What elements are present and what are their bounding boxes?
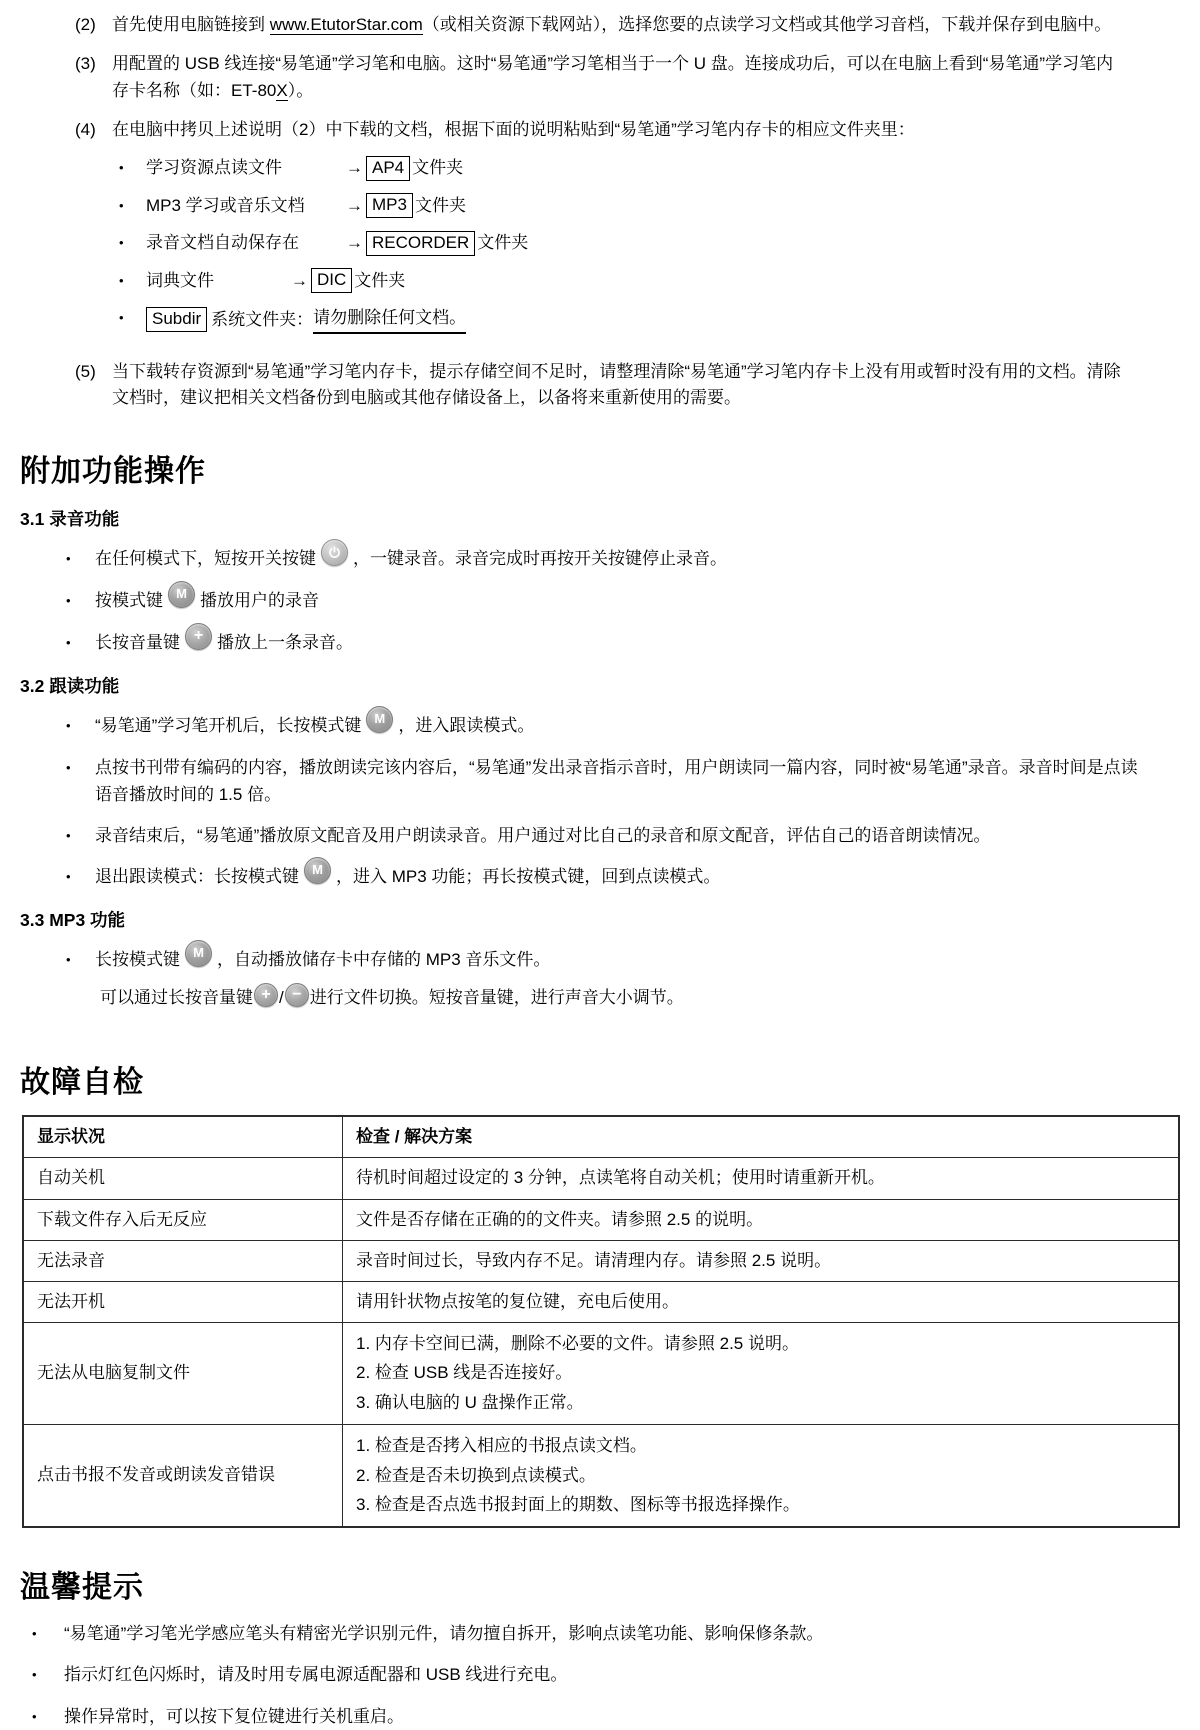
step-5 <box>75 359 1130 412</box>
folder-item-subdir <box>112 305 1130 334</box>
step-number: (4) <box>75 120 96 140</box>
section-heading-troubleshooting: 故障自检 <box>20 1066 144 1100</box>
list-item <box>0 587 1200 615</box>
bullet-text-pre: 长按音量键 <box>95 632 180 652</box>
symptom-cell: 点击书报不发音或朗读发音错误 <box>23 1424 343 1527</box>
solution-line: 2. 检查是否未切换到点读模式。 <box>356 1465 596 1485</box>
mp3-note <box>0 984 1200 1011</box>
solution-line: 1. 内存卡空间已满，删除不必要的文件。请参照 2.5 说明。 <box>356 1333 799 1353</box>
bullet-text-post: 播放上一条录音。 <box>217 632 353 652</box>
mode-button-icon: M <box>185 940 212 967</box>
table-row <box>23 1199 1179 1240</box>
bullet-icon: • <box>66 828 71 843</box>
bullet-text-pre: 退出跟读模式：长按模式键 <box>95 867 299 887</box>
folder-item-label: MP3 学习或音乐文档 <box>146 195 305 215</box>
symptom-cell: 无法录音 <box>23 1240 343 1281</box>
folder-suffix: 文件夹 <box>477 233 529 253</box>
folder-box-dic: DIC <box>311 268 352 293</box>
table-row <box>23 1424 1179 1527</box>
solution-cell: 待机时间超过设定的 3 分钟，点读笔将自动关机；使用时请重新开机。 <box>343 1158 1180 1199</box>
folder-item-label: 词典文件 <box>146 270 214 290</box>
volume-plus-button-icon: + <box>185 623 212 650</box>
solution-line: 3. 检查是否点选书报封面上的期数、图标等书报选择操作。 <box>356 1495 800 1515</box>
list-item <box>0 863 1200 891</box>
folder-item-ap4 <box>112 155 1130 181</box>
step-text <box>112 12 1130 38</box>
mode-button-icon: M <box>304 857 331 884</box>
bullet-icon: • <box>119 197 124 213</box>
step-text <box>112 117 1130 346</box>
folder-item-mp3 <box>112 193 1130 219</box>
tip-item <box>0 1621 1200 1647</box>
folder-box-subdir: Subdir <box>146 307 207 332</box>
solution-cell: 文件是否存储在正确的的文件夹。请参照 2.5 的说明。 <box>343 1199 1180 1240</box>
bullet-icon: • <box>119 272 124 288</box>
subsection-title-recording: 3.1 录音功能 <box>20 508 120 529</box>
tip-text: 操作异常时，可以按下复位键进行关机重启。 <box>64 1706 404 1726</box>
slash-separator: / <box>279 988 284 1008</box>
step-number: (5) <box>75 361 96 381</box>
volume-plus-button-icon: + <box>254 983 278 1007</box>
symptom-cell: 自动关机 <box>23 1158 343 1199</box>
arrow-right-icon: → <box>346 158 363 178</box>
list-item <box>0 629 1200 657</box>
step-number: (3) <box>75 54 96 74</box>
folder-item-label: 学习资源点读文件 <box>146 158 282 178</box>
bullet-icon: • <box>66 869 71 885</box>
underlined-x: X <box>276 80 288 100</box>
step-2 <box>75 12 1130 38</box>
mode-button-icon: M <box>366 706 393 733</box>
folder-box-mp3: MP3 <box>366 193 413 218</box>
bullet-text-post: ，自动播放储存卡中存储的 MP3 音乐文件。 <box>217 950 551 970</box>
tip-item <box>0 1704 1200 1730</box>
tip-text: “易笔通”学习笔光学感应笔头有精密光学识别元件，请勿擅自拆开，影响点读笔功能、影响保修条款。 <box>64 1624 824 1644</box>
mode-button-icon: M <box>168 581 195 608</box>
bullet-icon: • <box>66 759 71 775</box>
subsection-title-follow-read: 3.2 跟读功能 <box>20 675 120 696</box>
etutorstar-link[interactable]: www.EtutorStar.com <box>269 15 423 34</box>
solution-cell: 请用针状物点按笔的复位键，充电后使用。 <box>343 1281 1180 1322</box>
bullet-text-pre: 按模式键 <box>95 590 163 610</box>
folder-suffix: 文件夹 <box>354 270 406 290</box>
folder-box-ap4: AP4 <box>366 156 410 181</box>
arrow-right-icon: → <box>346 195 363 215</box>
list-item <box>0 754 1200 808</box>
table-row <box>23 1322 1179 1424</box>
section-heading-tips: 温馨提示 <box>20 1571 144 1605</box>
subsection-title-mp3: 3.3 MP3 功能 <box>20 910 126 931</box>
bullet-text-post: ，一键录音。录音完成时再按开关按键停止录音。 <box>353 548 727 568</box>
setup-steps <box>0 0 1200 412</box>
folder-item-dic <box>112 268 1130 294</box>
solution-cell: 录音时间过长，导致内存不足。请清理内存。请参照 2.5 说明。 <box>343 1240 1180 1281</box>
folder-item-label: 录音文档自动保存在 <box>146 233 299 253</box>
symptom-cell: 下载文件存入后无反应 <box>23 1199 343 1240</box>
folder-item-recorder <box>112 230 1130 256</box>
step-text-post: （或相关资源下载网站），选择您要的点读学习文档或其他学习音档，下载并保存到电脑中。 <box>422 15 1112 34</box>
bullet-text-pre: “易笔通”学习笔开机后，长按模式键 <box>95 715 362 735</box>
bullet-icon: • <box>66 634 71 650</box>
troubleshooting-table <box>22 1115 1180 1528</box>
bullet-text-pre: 在任何模式下，短按开关按键 <box>95 548 316 568</box>
step-3 <box>75 51 1130 104</box>
solution-line: 2. 检查 USB 线是否连接好。 <box>356 1363 573 1383</box>
bullet-text-pre: 长按模式键 <box>95 950 180 970</box>
table-row <box>23 1281 1179 1322</box>
step-text-main: 在电脑中拷贝上述说明（2）中下载的文档，根据下面的说明粘贴到“易笔通”学习笔内存卡的相应文件夹里： <box>112 120 915 140</box>
solution-cell <box>343 1322 1180 1424</box>
subdir-label: 系统文件夹： <box>211 309 314 329</box>
note-text-pre: 可以通过长按音量键 <box>100 988 253 1008</box>
symptom-cell: 无法从电脑复制文件 <box>23 1322 343 1424</box>
symptom-cell: 无法开机 <box>23 1281 343 1322</box>
subdir-warning: 请勿删除任何文档。 <box>313 305 466 334</box>
bullet-icon: • <box>32 1708 37 1724</box>
folder-suffix: 文件夹 <box>412 158 464 178</box>
solution-line: 3. 确认电脑的 U 盘操作正常。 <box>356 1393 584 1413</box>
tip-item <box>0 1662 1200 1688</box>
step-number: (2) <box>75 15 96 34</box>
step-4 <box>75 117 1130 346</box>
bullet-text-post: 播放用户的录音 <box>200 590 319 610</box>
section-heading-extra-functions: 附加功能操作 <box>20 454 206 488</box>
note-text-post: 进行文件切换。短按音量键，进行声音大小调节。 <box>309 988 684 1008</box>
step-text-pre: 首先使用电脑链接到 <box>112 15 270 34</box>
solution-line: 1. 检查是否拷入相应的书报点读文档。 <box>356 1435 647 1455</box>
bullet-text: 点按书刊带有编码的内容，播放朗读完该内容后，“易笔通”发出录音指示音时，用户朗读同一篇内容，同时被“易笔通”录音。录音时间是点读语音播放时间的 1.5 倍。 <box>95 757 1138 804</box>
bullet-icon: • <box>119 235 124 251</box>
step-text: 当下载转存资源到“易笔通”学习笔内存卡，提示存储空间不足时，请整理清除“易笔通”学习笔内存卡上没有用或暂时没有用的文档。清除文档时，建议把相关文档备份到电脑或其他存储设备上，以备将来重新使用的需要。 <box>112 361 1121 408</box>
table-header-solution: 检查 / 解决方案 <box>343 1116 1180 1158</box>
table-header-row <box>23 1116 1179 1158</box>
bullet-icon: • <box>32 1667 37 1683</box>
bullet-icon: • <box>66 952 71 968</box>
folder-suffix: 文件夹 <box>414 195 466 215</box>
solution-cell <box>343 1424 1180 1527</box>
bullet-icon: • <box>66 717 71 733</box>
bullet-icon: • <box>119 310 124 326</box>
table-header-symptom: 显示状况 <box>23 1116 343 1158</box>
step-text-pre: 用配置的 USB 线连接“易笔通”学习笔和电脑。这时“易笔通”学习笔相当于一个 U 盘。连接成功后，可以在电脑上看到“易笔通”学习笔内存卡名称（如：ET-80 <box>112 54 1114 100</box>
step-text <box>112 51 1130 104</box>
bullet-icon: • <box>66 550 71 566</box>
list-item <box>0 946 1200 974</box>
arrow-right-icon: → <box>291 270 308 290</box>
list-item <box>0 822 1200 849</box>
bullet-text-post: ，进入 MP3 功能；再长按模式键，回到点读模式。 <box>336 867 721 887</box>
bullet-text: 录音结束后，“易笔通”播放原文配音及用户朗读录音。用户通过对比自己的录音和原文配音，评估自己的语音朗读情况。 <box>95 826 991 845</box>
arrow-right-icon: → <box>346 233 363 253</box>
folder-mapping-list <box>112 155 1130 334</box>
list-item <box>0 712 1200 740</box>
table-row <box>23 1240 1179 1281</box>
table-row <box>23 1158 1179 1199</box>
bullet-icon: • <box>66 592 71 608</box>
bullet-text-post: ，进入跟读模式。 <box>398 715 535 735</box>
folder-box-recorder: RECORDER <box>366 231 475 256</box>
bullet-icon: • <box>32 1626 37 1642</box>
tip-text: 指示灯红色闪烁时，请及时用专属电源适配器和 USB 线进行充电。 <box>64 1665 568 1685</box>
bullet-icon: • <box>119 160 124 176</box>
step-text-post: ）。 <box>287 80 314 100</box>
list-item <box>0 545 1200 573</box>
volume-minus-button-icon: − <box>285 983 309 1007</box>
power-button-icon <box>321 539 348 566</box>
